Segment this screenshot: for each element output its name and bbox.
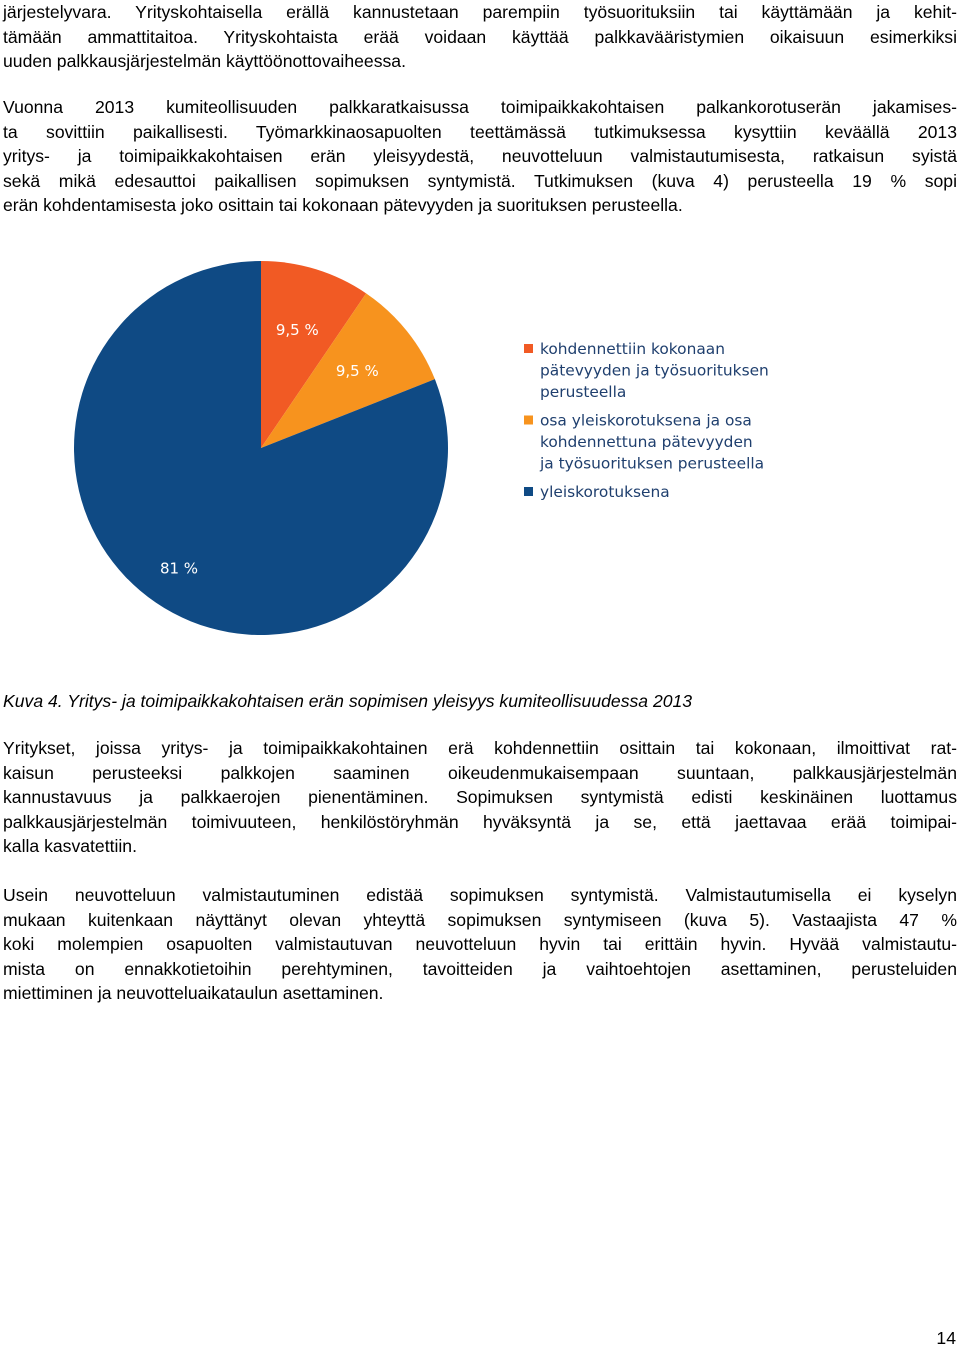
text-line: Usein neuvotteluun valmistautuminen edistää sopimuksen syntymistä. Valmistautumisella ei kyselyn — [3, 885, 957, 905]
text-line: mukaan kuitenkaan näyttänyt olevan yhteyttä sopimuksen syntymiseen (kuva 5). Vastaajista 47 % — [3, 909, 957, 930]
figure-caption: Kuva 4. Yritys- ja toimipaikkakohtaisen erän sopimisen yleisyys kumiteollisuudessa 2013 — [3, 691, 693, 711]
legend-entry-text: ja työsuorituksen perusteella — [540, 454, 765, 473]
legend-swatch — [524, 344, 533, 353]
paragraph-1 — [3, 0, 957, 74]
text-line: koki molempien osapuolten valmistautuvan neuvotteluun hyvin tai erittäin hyvin. Hyvää valmistautu- — [3, 934, 957, 954]
slice-data-label: 9,5 % — [335, 361, 379, 380]
text-line: yritys- ja toimipaikkakohtaisen erän yleisyydestä, neuvotteluun valmistautumisesta, ratkaisun syistä — [3, 146, 957, 166]
text-line: kalla kasvatettiin. — [3, 836, 137, 856]
slice-data-label: 9,5 % — [275, 321, 319, 340]
legend-entry-text: pätevyyden ja työsuorituksen — [540, 361, 769, 380]
text-line: uuden palkkausjärjestelmän käyttöönottovaiheessa. — [3, 51, 406, 71]
legend-entry-text: yleiskorotuksena — [540, 483, 670, 501]
text-line: erän kohdentamisesta joko osittain tai kokonaan pätevyyden ja suorituksen perusteella. — [3, 195, 683, 215]
page-number: 14 — [936, 1328, 956, 1348]
legend-entry-text: perusteella — [540, 383, 627, 401]
pie-chart — [0, 240, 960, 660]
text-line: järjestelyvara. Yrityskohtaisella erällä kannustetaan parempiin työsuorituksiin tai käyttämään ja kehit- — [3, 2, 957, 22]
legend-entry-text: osa yleiskorotuksena ja osa — [540, 411, 752, 430]
text-line: sekä mikä edesauttoi paikallisen sopimuksen syntymistä. Tutkimuksen (kuva 4) perusteella 19 % sopi — [3, 170, 957, 191]
legend-swatch — [524, 416, 533, 425]
paragraph-3 — [3, 736, 957, 859]
text-line: Vuonna 2013 kumiteollisuuden palkkaratkaisussa toimipaikkakohtaisen palkankorotuserän jakamises- — [3, 97, 957, 117]
text-line: mista on ennakkotietoihin perehtyminen, tavoitteiden ja vaihtoehtojen asettaminen, perusteluiden — [3, 958, 957, 979]
legend-swatch — [524, 487, 533, 496]
chart-legend — [524, 340, 769, 501]
text-line: ta sovittiin paikallisesti. Työmarkkinaosapuolten teettämässä tutkimuksessa kysyttiin keväällä 2013 — [3, 121, 957, 142]
legend-entry-text: kohdennettuna pätevyyden — [540, 433, 753, 451]
text-line: miettiminen ja neuvotteluaikataulun asettaminen. — [3, 983, 384, 1003]
text-line: kaisun perusteeksi palkkojen saaminen oikeudenmukaisempaan suuntaan, palkkausjärjestelmän — [3, 762, 957, 783]
text-line: tämään ammattitaitoa. Yrityskohtaista erää voidaan käyttää palkkavääristymien oikaisuun esimerkiksi — [3, 26, 957, 47]
pie-slices — [74, 261, 448, 635]
legend-entry-text: kohdennettiin kokonaan — [540, 340, 725, 358]
text-line: palkkausjärjestelmän toimivuuteen, henkilöstöryhmän hyväksyntä ja se, että jaettavaa erää toimipai- — [3, 811, 957, 832]
text-line: kannustavuus ja palkkaerojen pienentäminen. Sopimuksen syntymistä edisti keskinäinen luottamus — [3, 787, 957, 807]
paragraph-2 — [3, 95, 957, 218]
text-line: Yritykset, joissa yritys- ja toimipaikkakohtainen erä kohdennettiin osittain tai kokonaan, ilmoittivat rat- — [3, 738, 957, 758]
slice-data-label: 81 % — [159, 559, 199, 578]
paragraph-4 — [3, 883, 957, 1006]
